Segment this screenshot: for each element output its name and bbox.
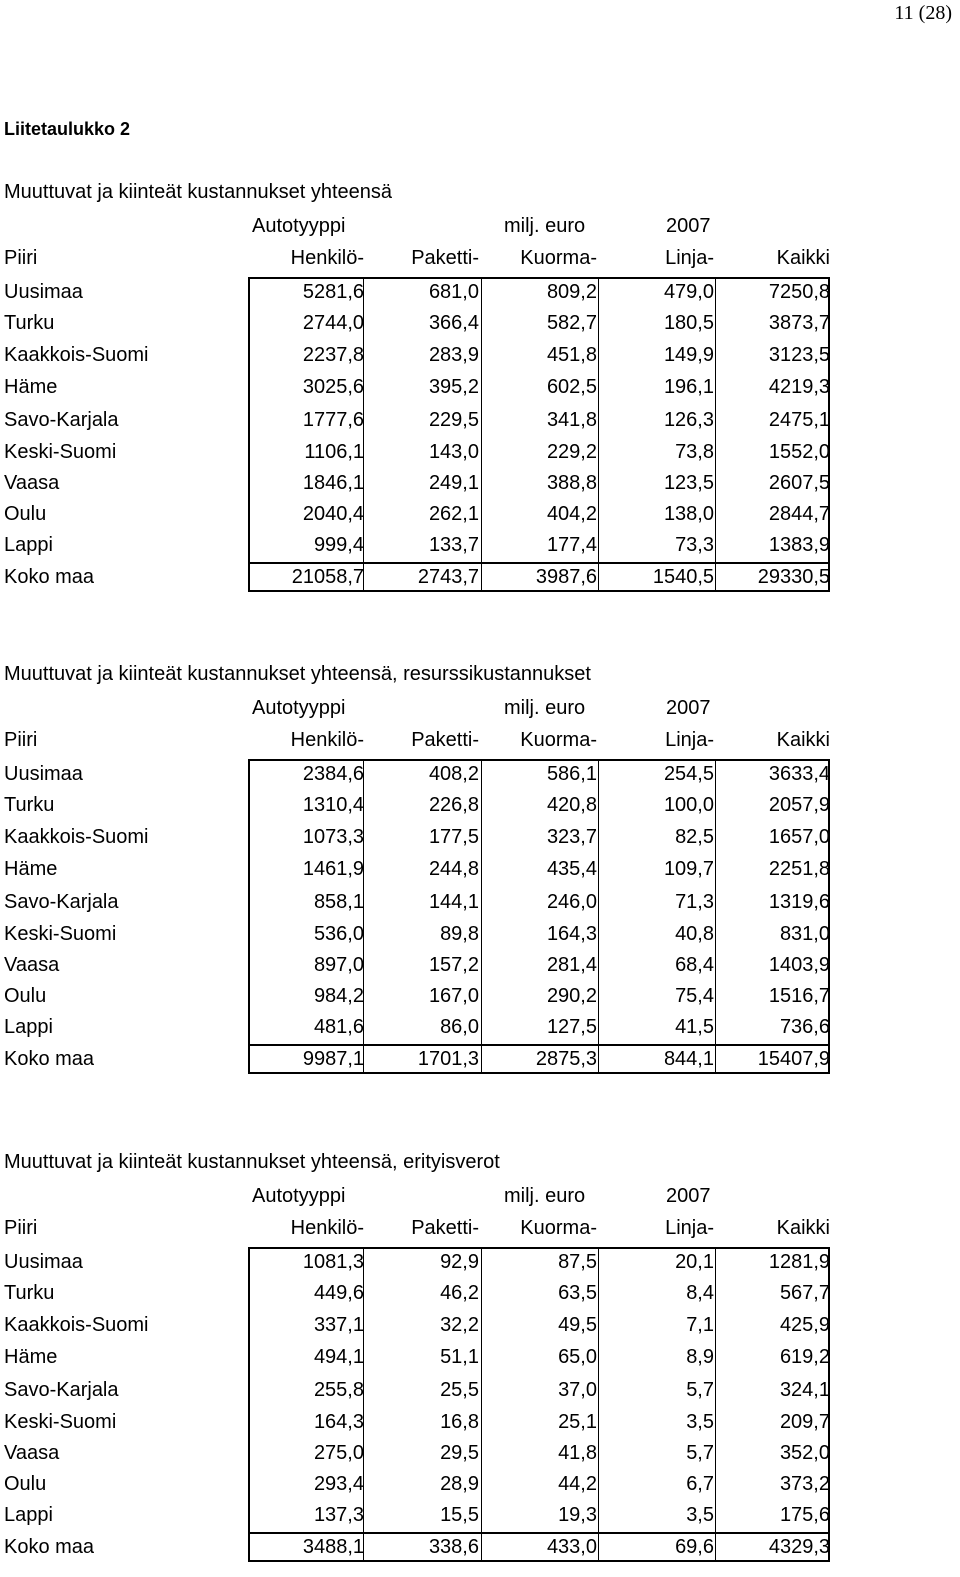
year-label: 2007 xyxy=(666,697,711,719)
cost-value: 2875,3 xyxy=(535,1048,597,1070)
cost-value: 37,0 xyxy=(558,1379,597,1401)
region-name: Vaasa xyxy=(4,472,60,494)
cost-value: 82,5 xyxy=(675,826,714,848)
column-header: Piiri xyxy=(4,729,38,751)
cost-value: 337,1 xyxy=(313,1314,364,1336)
cost-value: 1073,3 xyxy=(302,826,364,848)
table-row xyxy=(0,343,960,367)
column-header: Linja- xyxy=(665,247,714,269)
cost-value: 366,4 xyxy=(428,312,479,334)
cost-value: 1310,4 xyxy=(302,794,364,816)
table-row xyxy=(0,1250,960,1274)
column-header: Paketti- xyxy=(411,1217,479,1239)
cost-value: 897,0 xyxy=(313,954,364,976)
cost-value: 275,0 xyxy=(313,1442,364,1464)
cost-value: 619,2 xyxy=(779,1346,830,1368)
table-row xyxy=(0,1015,960,1039)
cost-value: 1383,9 xyxy=(768,534,830,556)
region-name: Turku xyxy=(4,794,55,816)
table-row xyxy=(0,1503,960,1527)
table-row xyxy=(0,762,960,786)
cost-value: 373,2 xyxy=(779,1473,830,1495)
cost-value: 226,8 xyxy=(428,794,479,816)
cost-value: 1461,9 xyxy=(302,858,364,880)
cost-value: 209,7 xyxy=(779,1411,830,1433)
cost-value: 21058,7 xyxy=(291,566,364,588)
cost-value: 736,6 xyxy=(779,1016,830,1038)
region-name: Kaakkois-Suomi xyxy=(4,344,149,366)
cost-value: 68,4 xyxy=(675,954,714,976)
cost-value: 7250,8 xyxy=(768,281,830,303)
region-name: Koko maa xyxy=(4,566,95,588)
cost-value: 290,2 xyxy=(546,985,597,1007)
table-row xyxy=(0,471,960,495)
cost-value: 323,7 xyxy=(546,826,597,848)
cost-value: 283,9 xyxy=(428,344,479,366)
cost-value: 167,0 xyxy=(428,985,479,1007)
column-header: Henkilö- xyxy=(290,1217,364,1239)
cost-value: 15,5 xyxy=(440,1504,479,1526)
cost-value: 858,1 xyxy=(313,891,364,913)
cost-value: 449,6 xyxy=(313,1282,364,1304)
cost-value: 352,0 xyxy=(779,1442,830,1464)
cost-value: 341,8 xyxy=(546,409,597,431)
cost-value: 149,9 xyxy=(663,344,714,366)
cost-value: 404,2 xyxy=(546,503,597,525)
cost-value: 2251,8 xyxy=(768,858,830,880)
cost-value: 281,4 xyxy=(546,954,597,976)
cost-value: 29330,5 xyxy=(757,566,830,588)
table-row xyxy=(0,1441,960,1465)
cost-value: 1516,7 xyxy=(768,985,830,1007)
cost-value: 844,1 xyxy=(663,1048,714,1070)
vehicle-type-label: Autotyyppi xyxy=(252,215,346,237)
cost-value: 20,1 xyxy=(675,1251,714,1273)
cost-value: 395,2 xyxy=(428,376,479,398)
unit-label: milj. euro xyxy=(504,1185,586,1207)
column-header: Linja- xyxy=(665,1217,714,1239)
cost-value: 49,5 xyxy=(558,1314,597,1336)
cost-value: 408,2 xyxy=(428,763,479,785)
table-row xyxy=(0,375,960,399)
cost-value: 293,4 xyxy=(313,1473,364,1495)
table-row xyxy=(0,533,960,557)
cost-value: 177,4 xyxy=(546,534,597,556)
cost-value: 3,5 xyxy=(686,1411,714,1433)
cost-value: 46,2 xyxy=(440,1282,479,1304)
region-name: Oulu xyxy=(4,985,47,1007)
cost-value: 5281,6 xyxy=(302,281,364,303)
cost-value: 109,7 xyxy=(663,858,714,880)
cost-value: 73,8 xyxy=(675,441,714,463)
region-name: Turku xyxy=(4,1282,55,1304)
region-name: Lappi xyxy=(4,534,53,556)
region-name: Kaakkois-Suomi xyxy=(4,1314,149,1336)
cost-value: 75,4 xyxy=(675,985,714,1007)
column-header: Kuorma- xyxy=(520,247,597,269)
cost-value: 451,8 xyxy=(546,344,597,366)
region-name: Turku xyxy=(4,312,55,334)
cost-value: 2040,4 xyxy=(302,503,364,525)
total-row xyxy=(0,1535,960,1559)
cost-value: 40,8 xyxy=(675,923,714,945)
cost-value: 324,1 xyxy=(779,1379,830,1401)
table-row xyxy=(0,793,960,817)
total-row xyxy=(0,1047,960,1071)
cost-value: 28,9 xyxy=(440,1473,479,1495)
cost-value: 196,1 xyxy=(663,376,714,398)
region-name: Savo-Karjala xyxy=(4,409,119,431)
cost-value: 25,1 xyxy=(558,1411,597,1433)
cost-value: 2844,7 xyxy=(768,503,830,525)
region-name: Häme xyxy=(4,1346,58,1368)
cost-value: 2744,0 xyxy=(302,312,364,334)
column-header: Kaikki xyxy=(776,1217,830,1239)
region-name: Häme xyxy=(4,858,58,880)
table-row xyxy=(0,311,960,335)
total-divider xyxy=(248,562,830,564)
region-name: Uusimaa xyxy=(4,763,83,785)
cost-value: 1281,9 xyxy=(768,1251,830,1273)
cost-value: 8,4 xyxy=(686,1282,714,1304)
cost-value: 86,0 xyxy=(440,1016,479,1038)
region-name: Uusimaa xyxy=(4,281,83,303)
cost-value: 51,1 xyxy=(440,1346,479,1368)
cost-value: 3123,5 xyxy=(768,344,830,366)
year-label: 2007 xyxy=(666,215,711,237)
unit-label: milj. euro xyxy=(504,697,586,719)
cost-value: 338,6 xyxy=(428,1536,479,1558)
cost-value: 3,5 xyxy=(686,1504,714,1526)
cost-value: 255,8 xyxy=(313,1379,364,1401)
table-row xyxy=(0,1313,960,1337)
cost-value: 15407,9 xyxy=(757,1048,830,1070)
cost-value: 4219,3 xyxy=(768,376,830,398)
cost-value: 6,7 xyxy=(686,1473,714,1495)
appendix-title: Liitetaulukko 2 xyxy=(4,119,131,139)
cost-value: 73,3 xyxy=(675,534,714,556)
cost-value: 2743,7 xyxy=(417,566,479,588)
cost-value: 809,2 xyxy=(546,281,597,303)
cost-value: 1106,1 xyxy=(304,441,364,463)
region-name: Lappi xyxy=(4,1016,53,1038)
cost-value: 602,5 xyxy=(546,376,597,398)
column-header-row xyxy=(0,1216,960,1240)
region-name: Vaasa xyxy=(4,954,60,976)
region-name: Uusimaa xyxy=(4,1251,83,1273)
cost-value: 123,5 xyxy=(663,472,714,494)
cost-value: 44,2 xyxy=(558,1473,597,1495)
cost-value: 536,0 xyxy=(313,923,364,945)
table-row xyxy=(0,922,960,946)
table-row xyxy=(0,825,960,849)
cost-value: 8,9 xyxy=(686,1346,714,1368)
column-header: Linja- xyxy=(665,729,714,751)
cost-value: 87,5 xyxy=(558,1251,597,1273)
cost-value: 425,9 xyxy=(779,1314,830,1336)
cost-value: 3633,4 xyxy=(768,763,830,785)
cost-value: 157,2 xyxy=(428,954,479,976)
cost-value: 69,6 xyxy=(675,1536,714,1558)
table-row xyxy=(0,1472,960,1496)
cost-value: 3987,6 xyxy=(535,566,597,588)
table-title: Muuttuvat ja kiinteät kustannukset yhteensä xyxy=(4,181,393,203)
cost-value: 494,1 xyxy=(313,1346,364,1368)
total-divider xyxy=(248,1044,830,1046)
cost-value: 138,0 xyxy=(663,503,714,525)
column-header: Piiri xyxy=(4,1217,38,1239)
cost-value: 16,8 xyxy=(440,1411,479,1433)
cost-value: 144,1 xyxy=(428,891,479,913)
cost-value: 1081,3 xyxy=(302,1251,364,1273)
vehicle-type-label: Autotyyppi xyxy=(252,1185,346,1207)
column-header-row xyxy=(0,246,960,270)
total-divider xyxy=(248,1532,830,1534)
cost-value: 32,2 xyxy=(440,1314,479,1336)
region-name: Oulu xyxy=(4,1473,47,1495)
cost-value: 71,3 xyxy=(675,891,714,913)
table-row xyxy=(0,953,960,977)
cost-value: 41,5 xyxy=(675,1016,714,1038)
cost-value: 435,4 xyxy=(546,858,597,880)
cost-value: 1552,0 xyxy=(768,441,830,463)
table-title: Muuttuvat ja kiinteät kustannukset yhteensä, resurssikustannukset xyxy=(4,663,591,685)
column-header: Kaikki xyxy=(776,247,830,269)
table-row xyxy=(0,440,960,464)
column-header: Henkilö- xyxy=(290,729,364,751)
cost-value: 388,8 xyxy=(546,472,597,494)
region-name: Keski-Suomi xyxy=(4,1411,117,1433)
cost-value: 1657,0 xyxy=(768,826,830,848)
cost-value: 229,5 xyxy=(428,409,479,431)
cost-value: 19,3 xyxy=(558,1504,597,1526)
year-label: 2007 xyxy=(666,1185,711,1207)
cost-value: 481,6 xyxy=(313,1016,364,1038)
cost-value: 3025,6 xyxy=(302,376,364,398)
table-row xyxy=(0,1281,960,1305)
column-header: Paketti- xyxy=(411,247,479,269)
cost-value: 2607,5 xyxy=(768,472,830,494)
cost-value: 5,7 xyxy=(686,1379,714,1401)
cost-value: 3873,7 xyxy=(768,312,830,334)
table-row xyxy=(0,984,960,1008)
region-name: Lappi xyxy=(4,1504,53,1526)
total-row xyxy=(0,565,960,589)
page-number: 11 (28) xyxy=(894,2,952,24)
region-name: Oulu xyxy=(4,503,47,525)
cost-value: 164,3 xyxy=(546,923,597,945)
column-header: Henkilö- xyxy=(290,247,364,269)
cost-value: 1403,9 xyxy=(768,954,830,976)
table-row xyxy=(0,280,960,304)
cost-value: 65,0 xyxy=(558,1346,597,1368)
region-name: Keski-Suomi xyxy=(4,441,117,463)
table-row xyxy=(0,1410,960,1434)
cost-value: 180,5 xyxy=(663,312,714,334)
cost-value: 2475,1 xyxy=(768,409,830,431)
cost-value: 262,1 xyxy=(428,503,479,525)
cost-value: 567,7 xyxy=(779,1282,830,1304)
region-name: Kaakkois-Suomi xyxy=(4,826,149,848)
region-name: Vaasa xyxy=(4,1442,60,1464)
cost-value: 420,8 xyxy=(546,794,597,816)
cost-value: 127,5 xyxy=(546,1016,597,1038)
cost-value: 89,8 xyxy=(440,923,479,945)
table-row xyxy=(0,502,960,526)
table-row xyxy=(0,1345,960,1369)
table-title: Muuttuvat ja kiinteät kustannukset yhteensä, erityisverot xyxy=(4,1151,500,1173)
cost-value: 586,1 xyxy=(546,763,597,785)
cost-value: 25,5 xyxy=(440,1379,479,1401)
cost-value: 177,5 xyxy=(428,826,479,848)
cost-value: 1319,6 xyxy=(768,891,830,913)
cost-value: 229,2 xyxy=(546,441,597,463)
table-row xyxy=(0,857,960,881)
column-header: Kuorma- xyxy=(520,1217,597,1239)
cost-value: 246,0 xyxy=(546,891,597,913)
cost-value: 831,0 xyxy=(779,923,830,945)
cost-value: 1777,6 xyxy=(302,409,364,431)
region-name: Savo-Karjala xyxy=(4,891,119,913)
cost-value: 41,8 xyxy=(558,1442,597,1464)
cost-value: 143,0 xyxy=(428,441,479,463)
cost-value: 244,8 xyxy=(428,858,479,880)
cost-value: 1701,3 xyxy=(417,1048,479,1070)
cost-value: 92,9 xyxy=(440,1251,479,1273)
cost-value: 29,5 xyxy=(440,1442,479,1464)
cost-value: 3488,1 xyxy=(302,1536,364,1558)
region-name: Koko maa xyxy=(4,1048,95,1070)
region-name: Savo-Karjala xyxy=(4,1379,119,1401)
column-header: Piiri xyxy=(4,247,38,269)
cost-value: 999,4 xyxy=(313,534,364,556)
cost-value: 254,5 xyxy=(663,763,714,785)
cost-value: 1540,5 xyxy=(652,566,714,588)
cost-value: 2384,6 xyxy=(302,763,364,785)
table-row xyxy=(0,408,960,432)
cost-value: 2237,8 xyxy=(302,344,364,366)
region-name: Koko maa xyxy=(4,1536,95,1558)
cost-value: 7,1 xyxy=(686,1314,714,1336)
cost-value: 126,3 xyxy=(663,409,714,431)
cost-value: 4329,3 xyxy=(768,1536,830,1558)
cost-value: 63,5 xyxy=(558,1282,597,1304)
cost-value: 175,6 xyxy=(779,1504,830,1526)
region-name: Keski-Suomi xyxy=(4,923,117,945)
unit-label: milj. euro xyxy=(504,215,586,237)
column-header: Paketti- xyxy=(411,729,479,751)
cost-value: 5,7 xyxy=(686,1442,714,1464)
region-name: Häme xyxy=(4,376,58,398)
cost-value: 984,2 xyxy=(313,985,364,1007)
table-row xyxy=(0,890,960,914)
cost-value: 681,0 xyxy=(428,281,479,303)
column-header-row xyxy=(0,728,960,752)
table-row xyxy=(0,1378,960,1402)
cost-value: 137,3 xyxy=(313,1504,364,1526)
cost-value: 100,0 xyxy=(663,794,714,816)
cost-value: 433,0 xyxy=(546,1536,597,1558)
column-header: Kuorma- xyxy=(520,729,597,751)
cost-value: 9987,1 xyxy=(302,1048,364,1070)
cost-value: 1846,1 xyxy=(302,472,364,494)
cost-value: 164,3 xyxy=(313,1411,364,1433)
vehicle-type-label: Autotyyppi xyxy=(252,697,346,719)
cost-value: 249,1 xyxy=(428,472,479,494)
cost-value: 582,7 xyxy=(546,312,597,334)
cost-value: 133,7 xyxy=(428,534,479,556)
cost-value: 2057,9 xyxy=(768,794,830,816)
column-header: Kaikki xyxy=(776,729,830,751)
cost-value: 479,0 xyxy=(663,281,714,303)
